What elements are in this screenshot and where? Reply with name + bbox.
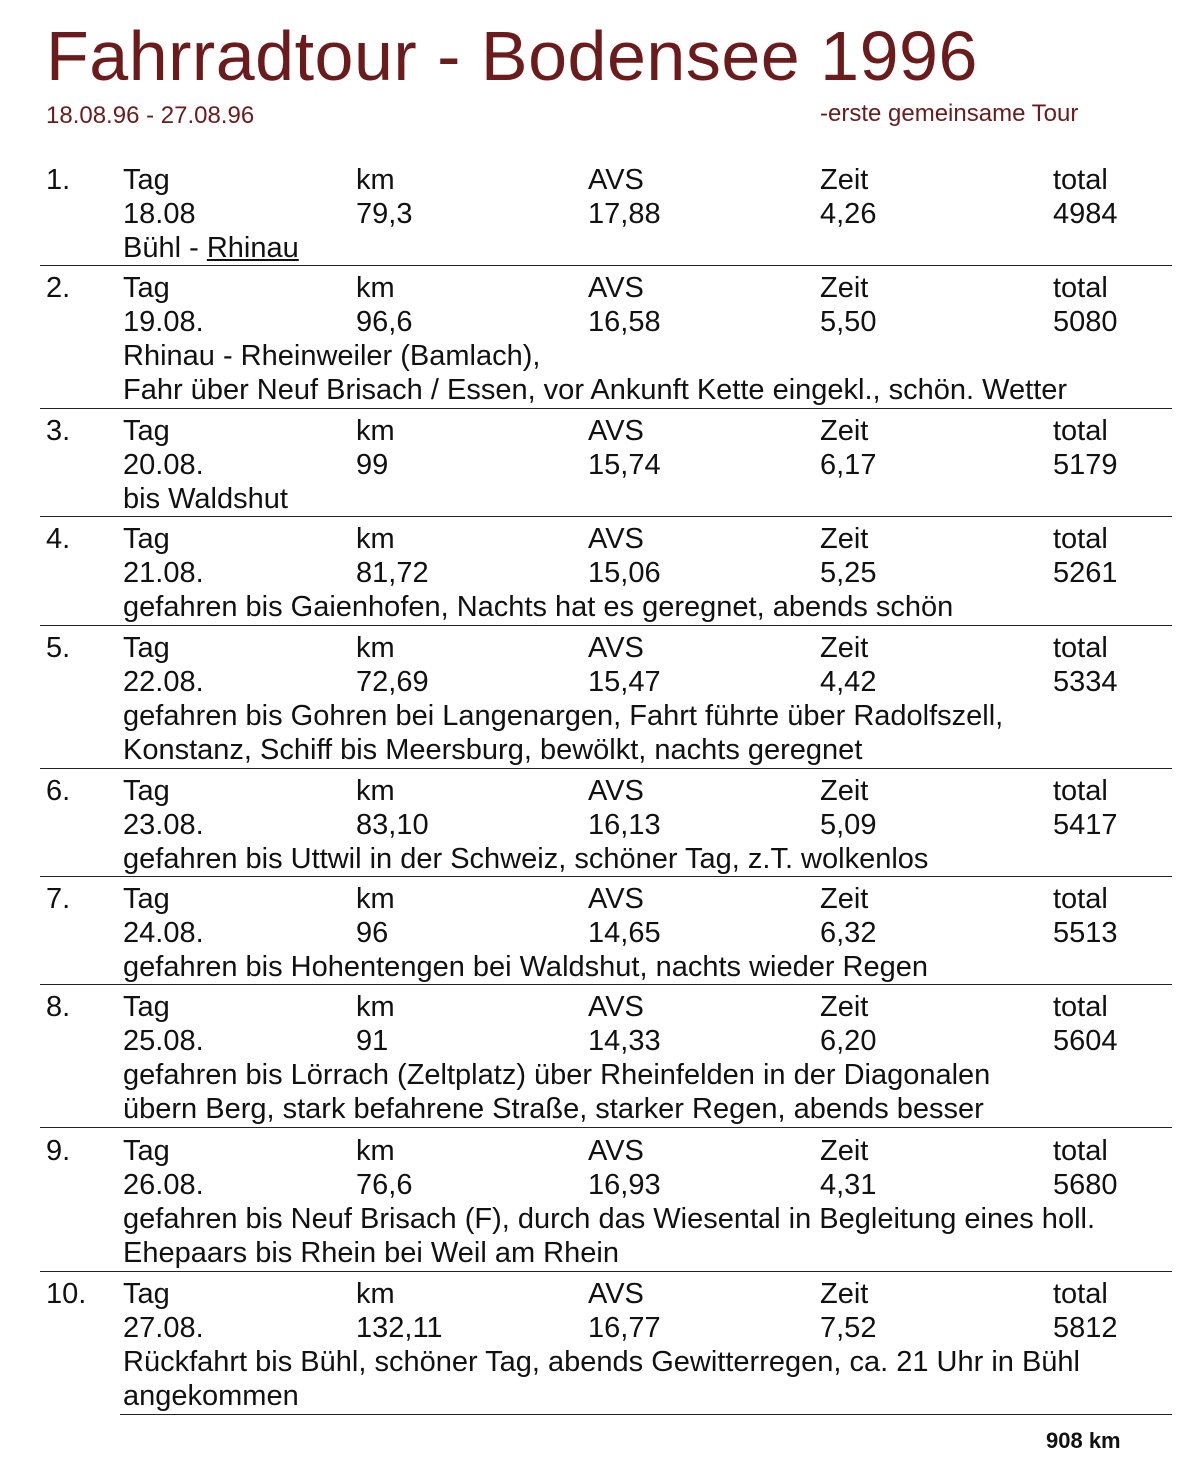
day-number: 10.: [46, 1278, 87, 1310]
entry-divider: [40, 1271, 1172, 1272]
label-avs: AVS: [588, 1278, 644, 1310]
day-total: 5604: [1053, 1025, 1118, 1057]
day-km: 76,6: [356, 1169, 413, 1201]
label-tag: Tag: [123, 991, 170, 1023]
label-total: total: [1053, 775, 1108, 807]
day-number: 3.: [46, 415, 71, 447]
day-note: gefahren bis Lörrach (Zeltplatz) über Rheinfelden in der Diagonalen übern Berg, stark befahrene Straße, starker Regen, abends besser: [123, 1059, 991, 1125]
day-date: 24.08.: [123, 917, 204, 949]
day-date: 26.08.: [123, 1169, 204, 1201]
date-range: 18.08.96 - 27.08.96: [46, 102, 255, 129]
day-avs: 17,88: [588, 198, 661, 230]
day-date: 22.08.: [123, 666, 204, 698]
entry-divider: [40, 768, 1172, 769]
label-tag: Tag: [123, 415, 170, 447]
day-date: 21.08.: [123, 557, 204, 589]
day-note: bis Waldshut: [123, 483, 288, 515]
label-zeit: Zeit: [820, 775, 869, 807]
entry-divider: [40, 625, 1172, 626]
label-km: km: [356, 523, 395, 555]
label-avs: AVS: [588, 775, 644, 807]
label-total: total: [1053, 1135, 1108, 1167]
label-zeit: Zeit: [820, 883, 869, 915]
label-total: total: [1053, 523, 1108, 555]
entry-divider: [40, 1127, 1172, 1128]
day-avs: 15,06: [588, 557, 661, 589]
day-note: gefahren bis Hohentengen bei Waldshut, nachts wieder Regen: [123, 951, 929, 983]
label-tag: Tag: [123, 775, 170, 807]
day-number: 5.: [46, 632, 71, 664]
label-avs: AVS: [588, 1135, 644, 1167]
label-zeit: Zeit: [820, 415, 869, 447]
day-zeit: 6,32: [820, 917, 877, 949]
day-total: 5812: [1053, 1312, 1118, 1344]
day-number: 1.: [46, 164, 71, 196]
day-zeit: 6,17: [820, 449, 877, 481]
day-km: 83,10: [356, 809, 429, 841]
day-total: 5179: [1053, 449, 1118, 481]
day-zeit: 7,52: [820, 1312, 877, 1344]
day-number: 2.: [46, 272, 71, 304]
label-km: km: [356, 991, 395, 1023]
day-note: Rhinau - Rheinweiler (Bamlach), Fahr über Neuf Brisach / Essen, vor Ankunft Kette eingekl., schön. Wetter: [123, 340, 1068, 406]
day-total: 5680: [1053, 1169, 1118, 1201]
label-total: total: [1053, 272, 1108, 304]
label-zeit: Zeit: [820, 1278, 869, 1310]
label-avs: AVS: [588, 883, 644, 915]
day-avs: 16,58: [588, 306, 661, 338]
label-zeit: Zeit: [820, 523, 869, 555]
label-km: km: [356, 1278, 395, 1310]
day-zeit: 6,20: [820, 1025, 877, 1057]
day-date: 25.08.: [123, 1025, 204, 1057]
day-note-route-start: Bühl -: [123, 232, 207, 264]
day-zeit: 5,09: [820, 809, 877, 841]
label-zeit: Zeit: [820, 632, 869, 664]
label-km: km: [356, 775, 395, 807]
day-note: gefahren bis Gohren bei Langenargen, Fahrt führte über Radolfszell, Konstanz, Schiff bis Meersburg, bewölkt, nachts geregnet: [123, 700, 1004, 766]
day-avs: 15,47: [588, 666, 661, 698]
day-date: 23.08.: [123, 809, 204, 841]
day-total: 5513: [1053, 917, 1118, 949]
day-avs: 16,93: [588, 1169, 661, 1201]
day-km: 91: [356, 1025, 389, 1057]
label-total: total: [1053, 991, 1108, 1023]
entry-divider: [40, 516, 1172, 517]
day-number: 4.: [46, 523, 71, 555]
day-number: 7.: [46, 883, 71, 915]
day-km: 79,3: [356, 198, 413, 230]
label-tag: Tag: [123, 523, 170, 555]
day-zeit: 4,31: [820, 1169, 877, 1201]
label-zeit: Zeit: [820, 1135, 869, 1167]
day-zeit: 5,50: [820, 306, 877, 338]
day-avs: 14,33: [588, 1025, 661, 1057]
day-number: 8.: [46, 991, 71, 1023]
page-title: Fahrradtour - Bodensee 1996: [46, 17, 978, 95]
day-note-route-end: Rhinau: [206, 232, 299, 264]
day-km: 132,11: [356, 1312, 443, 1344]
label-avs: AVS: [588, 523, 644, 555]
day-note: gefahren bis Uttwil in der Schweiz, schöner Tag, z.T. wolkenlos: [123, 843, 929, 875]
entry-divider: [40, 408, 1172, 409]
label-km: km: [356, 1135, 395, 1167]
total-distance: 908 km: [1046, 1428, 1121, 1453]
label-tag: Tag: [123, 1135, 170, 1167]
label-total: total: [1053, 164, 1108, 196]
day-zeit: 4,42: [820, 666, 877, 698]
label-tag: Tag: [123, 883, 170, 915]
day-km: 99: [356, 449, 389, 481]
day-total: 5417: [1053, 809, 1118, 841]
label-km: km: [356, 883, 395, 915]
day-km: 96: [356, 917, 389, 949]
day-date: 27.08.: [123, 1312, 204, 1344]
label-km: km: [356, 272, 395, 304]
label-tag: Tag: [123, 164, 170, 196]
day-note: [123, 231, 1183, 265]
day-avs: 16,77: [588, 1312, 661, 1344]
subtitle: -erste gemeinsame Tour: [820, 100, 1079, 127]
label-total: total: [1053, 1278, 1108, 1310]
day-avs: 16,13: [588, 809, 661, 841]
day-total: 5080: [1053, 306, 1118, 338]
day-avs: 14,65: [588, 917, 661, 949]
entry-divider: [40, 984, 1172, 985]
day-note: Rückfahrt bis Bühl, schöner Tag, abends Gewitterregen, ca. 21 Uhr in Bühl angekommen: [123, 1346, 1080, 1412]
day-date: 20.08.: [123, 449, 204, 481]
day-note: gefahren bis Gaienhofen, Nachts hat es geregnet, abends schön: [123, 591, 954, 623]
day-zeit: 4,26: [820, 198, 877, 230]
day-total: 5261: [1053, 557, 1118, 589]
label-tag: Tag: [123, 1278, 170, 1310]
label-km: km: [356, 415, 395, 447]
label-km: km: [356, 164, 395, 196]
day-total: 4984: [1053, 198, 1118, 230]
day-number: 9.: [46, 1135, 71, 1167]
label-tag: Tag: [123, 272, 170, 304]
day-zeit: 5,25: [820, 557, 877, 589]
day-note: gefahren bis Neuf Brisach (F), durch das Wiesental in Begleitung eines holl. Ehepaars bis Rhein bei Weil am Rhein: [123, 1203, 1096, 1269]
label-avs: AVS: [588, 991, 644, 1023]
day-km: 96,6: [356, 306, 413, 338]
label-km: km: [356, 632, 395, 664]
label-total: total: [1053, 632, 1108, 664]
label-zeit: Zeit: [820, 272, 869, 304]
label-zeit: Zeit: [820, 991, 869, 1023]
day-km: 81,72: [356, 557, 429, 589]
entry-divider: [120, 1414, 1172, 1415]
label-tag: Tag: [123, 632, 170, 664]
label-avs: AVS: [588, 272, 644, 304]
label-avs: AVS: [588, 164, 644, 196]
day-date: 19.08.: [123, 306, 204, 338]
label-avs: AVS: [588, 415, 644, 447]
label-avs: AVS: [588, 632, 644, 664]
day-km: 72,69: [356, 666, 429, 698]
label-zeit: Zeit: [820, 164, 869, 196]
day-avs: 15,74: [588, 449, 661, 481]
day-date: 18.08: [123, 198, 196, 230]
entry-divider: [40, 265, 1172, 266]
day-number: 6.: [46, 775, 71, 807]
entry-divider: [40, 876, 1172, 877]
day-total: 5334: [1053, 666, 1118, 698]
label-total: total: [1053, 415, 1108, 447]
label-total: total: [1053, 883, 1108, 915]
